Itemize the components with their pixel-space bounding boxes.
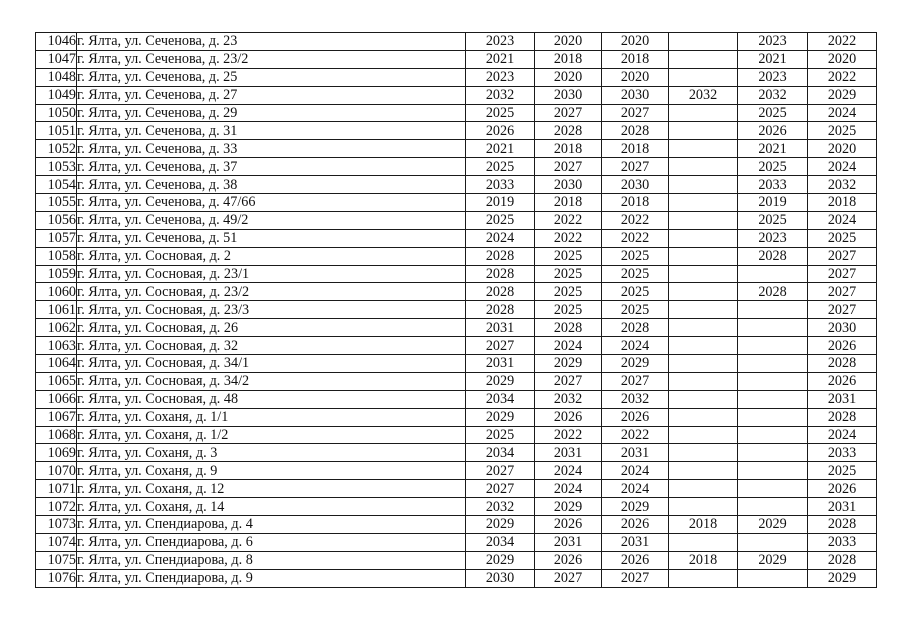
address-cell: г. Ялта, ул. Соханя, д. 1/1 <box>77 408 466 426</box>
year-cell-5: 2029 <box>738 516 808 534</box>
year-cell-3: 2024 <box>602 480 669 498</box>
year-cell-2: 2030 <box>535 176 602 194</box>
year-cell-6: 2031 <box>808 390 877 408</box>
year-cell-3: 2018 <box>602 194 669 212</box>
year-cell-1: 2025 <box>466 158 535 176</box>
year-cell-4 <box>669 265 738 283</box>
year-cell-6: 2032 <box>808 176 877 194</box>
table-row <box>36 265 877 283</box>
year-cell-3: 2026 <box>602 551 669 569</box>
table-row <box>36 444 877 462</box>
year-cell-3: 2026 <box>602 408 669 426</box>
year-cell-5: 2023 <box>738 33 808 51</box>
year-cell-4 <box>669 194 738 212</box>
row-number-cell: 1072 <box>36 498 77 516</box>
year-cell-5 <box>738 319 808 337</box>
address-cell: г. Ялта, ул. Сеченова, д. 47/66 <box>77 194 466 212</box>
row-number-cell: 1058 <box>36 247 77 265</box>
year-cell-3: 2028 <box>602 122 669 140</box>
year-cell-6: 2026 <box>808 480 877 498</box>
year-cell-5 <box>738 462 808 480</box>
year-cell-5: 2021 <box>738 140 808 158</box>
table-row <box>36 355 877 373</box>
year-cell-3: 2022 <box>602 211 669 229</box>
year-cell-4 <box>669 104 738 122</box>
row-number-cell: 1050 <box>36 104 77 122</box>
year-cell-6: 2024 <box>808 158 877 176</box>
year-cell-4 <box>669 533 738 551</box>
year-cell-3: 2026 <box>602 516 669 534</box>
year-cell-4 <box>669 498 738 516</box>
year-cell-1: 2034 <box>466 533 535 551</box>
year-cell-2: 2027 <box>535 372 602 390</box>
year-cell-5 <box>738 408 808 426</box>
year-cell-6: 2027 <box>808 265 877 283</box>
year-cell-2: 2027 <box>535 569 602 587</box>
year-cell-4 <box>669 247 738 265</box>
year-cell-1: 2032 <box>466 86 535 104</box>
address-cell: г. Ялта, ул. Сосновая, д. 26 <box>77 319 466 337</box>
year-cell-2: 2022 <box>535 211 602 229</box>
year-cell-6: 2025 <box>808 229 877 247</box>
year-cell-1: 2034 <box>466 390 535 408</box>
table-row <box>36 140 877 158</box>
year-cell-3: 2025 <box>602 247 669 265</box>
address-cell: г. Ялта, ул. Соханя, д. 14 <box>77 498 466 516</box>
row-number-cell: 1051 <box>36 122 77 140</box>
year-cell-2: 2027 <box>535 104 602 122</box>
table-row <box>36 158 877 176</box>
row-number-cell: 1063 <box>36 337 77 355</box>
year-cell-3: 2032 <box>602 390 669 408</box>
year-cell-6: 2024 <box>808 426 877 444</box>
year-cell-5: 2032 <box>738 86 808 104</box>
row-number-cell: 1053 <box>36 158 77 176</box>
table-row <box>36 176 877 194</box>
address-cell: г. Ялта, ул. Соханя, д. 3 <box>77 444 466 462</box>
row-number-cell: 1060 <box>36 283 77 301</box>
address-cell: г. Ялта, ул. Сосновая, д. 32 <box>77 337 466 355</box>
row-number-cell: 1057 <box>36 229 77 247</box>
row-number-cell: 1066 <box>36 390 77 408</box>
year-cell-2: 2020 <box>535 33 602 51</box>
year-cell-5 <box>738 444 808 462</box>
year-cell-4 <box>669 390 738 408</box>
address-cell: г. Ялта, ул. Сеченова, д. 31 <box>77 122 466 140</box>
year-cell-6: 2025 <box>808 122 877 140</box>
row-number-cell: 1065 <box>36 372 77 390</box>
year-cell-4 <box>669 176 738 194</box>
year-cell-6: 2028 <box>808 516 877 534</box>
address-cell: г. Ялта, ул. Сосновая, д. 34/2 <box>77 372 466 390</box>
table-body <box>36 33 877 588</box>
address-cell: г. Ялта, ул. Сеченова, д. 51 <box>77 229 466 247</box>
year-cell-2: 2025 <box>535 283 602 301</box>
year-cell-6: 2027 <box>808 301 877 319</box>
year-cell-6: 2027 <box>808 283 877 301</box>
year-cell-3: 2020 <box>602 33 669 51</box>
year-cell-2: 2031 <box>535 533 602 551</box>
year-cell-6: 2028 <box>808 355 877 373</box>
year-cell-5: 2029 <box>738 551 808 569</box>
year-cell-1: 2025 <box>466 104 535 122</box>
year-cell-3: 2025 <box>602 283 669 301</box>
year-cell-5: 2028 <box>738 283 808 301</box>
row-number-cell: 1064 <box>36 355 77 373</box>
table-row <box>36 408 877 426</box>
year-cell-6: 2020 <box>808 140 877 158</box>
year-cell-1: 2029 <box>466 408 535 426</box>
row-number-cell: 1054 <box>36 176 77 194</box>
table-row <box>36 498 877 516</box>
year-cell-4 <box>669 319 738 337</box>
row-number-cell: 1055 <box>36 194 77 212</box>
year-cell-1: 2027 <box>466 337 535 355</box>
address-cell: г. Ялта, ул. Соханя, д. 1/2 <box>77 426 466 444</box>
table-row <box>36 551 877 569</box>
row-number-cell: 1048 <box>36 68 77 86</box>
year-cell-6: 2027 <box>808 247 877 265</box>
row-number-cell: 1076 <box>36 569 77 587</box>
year-cell-2: 2028 <box>535 122 602 140</box>
year-cell-4 <box>669 480 738 498</box>
table-row <box>36 86 877 104</box>
year-cell-4 <box>669 50 738 68</box>
year-cell-2: 2029 <box>535 355 602 373</box>
year-cell-2: 2020 <box>535 68 602 86</box>
year-cell-5 <box>738 498 808 516</box>
address-cell: г. Ялта, ул. Спендиарова, д. 4 <box>77 516 466 534</box>
year-cell-1: 2029 <box>466 551 535 569</box>
address-cell: г. Ялта, ул. Сеченова, д. 23 <box>77 33 466 51</box>
year-cell-4 <box>669 408 738 426</box>
year-cell-6: 2026 <box>808 372 877 390</box>
year-cell-3: 2027 <box>602 158 669 176</box>
row-number-cell: 1061 <box>36 301 77 319</box>
address-cell: г. Ялта, ул. Сосновая, д. 23/2 <box>77 283 466 301</box>
row-number-cell: 1046 <box>36 33 77 51</box>
year-cell-5 <box>738 390 808 408</box>
table-row <box>36 229 877 247</box>
year-cell-3: 2022 <box>602 426 669 444</box>
year-cell-4: 2032 <box>669 86 738 104</box>
address-cell: г. Ялта, ул. Сеченова, д. 37 <box>77 158 466 176</box>
year-cell-1: 2025 <box>466 211 535 229</box>
year-cell-3: 2025 <box>602 265 669 283</box>
year-cell-3: 2030 <box>602 86 669 104</box>
row-number-cell: 1075 <box>36 551 77 569</box>
year-cell-3: 2029 <box>602 355 669 373</box>
year-cell-4: 2018 <box>669 551 738 569</box>
year-cell-5: 2025 <box>738 158 808 176</box>
year-cell-2: 2024 <box>535 480 602 498</box>
year-cell-4 <box>669 229 738 247</box>
housing-repair-schedule-table <box>35 32 877 588</box>
table-row <box>36 194 877 212</box>
year-cell-1: 2030 <box>466 569 535 587</box>
year-cell-5: 2033 <box>738 176 808 194</box>
year-cell-2: 2024 <box>535 462 602 480</box>
year-cell-5 <box>738 337 808 355</box>
table-row <box>36 426 877 444</box>
year-cell-2: 2026 <box>535 516 602 534</box>
year-cell-4 <box>669 211 738 229</box>
year-cell-2: 2022 <box>535 426 602 444</box>
table-row <box>36 301 877 319</box>
year-cell-4 <box>669 140 738 158</box>
year-cell-1: 2028 <box>466 247 535 265</box>
address-cell: г. Ялта, ул. Сеченова, д. 27 <box>77 86 466 104</box>
year-cell-2: 2018 <box>535 140 602 158</box>
year-cell-6: 2022 <box>808 68 877 86</box>
year-cell-5 <box>738 569 808 587</box>
address-cell: г. Ялта, ул. Сеченова, д. 29 <box>77 104 466 122</box>
year-cell-5: 2025 <box>738 211 808 229</box>
year-cell-4: 2018 <box>669 516 738 534</box>
year-cell-6: 2025 <box>808 462 877 480</box>
year-cell-4 <box>669 569 738 587</box>
year-cell-2: 2018 <box>535 50 602 68</box>
address-cell: г. Ялта, ул. Сеченова, д. 38 <box>77 176 466 194</box>
year-cell-1: 2027 <box>466 480 535 498</box>
year-cell-1: 2034 <box>466 444 535 462</box>
row-number-cell: 1068 <box>36 426 77 444</box>
address-cell: г. Ялта, ул. Сеченова, д. 33 <box>77 140 466 158</box>
year-cell-5: 2019 <box>738 194 808 212</box>
address-cell: г. Ялта, ул. Соханя, д. 9 <box>77 462 466 480</box>
year-cell-1: 2032 <box>466 498 535 516</box>
year-cell-3: 2027 <box>602 372 669 390</box>
table-row <box>36 319 877 337</box>
year-cell-3: 2029 <box>602 498 669 516</box>
year-cell-5 <box>738 372 808 390</box>
year-cell-3: 2024 <box>602 337 669 355</box>
year-cell-2: 2022 <box>535 229 602 247</box>
year-cell-3: 2027 <box>602 569 669 587</box>
year-cell-5 <box>738 426 808 444</box>
year-cell-3: 2024 <box>602 462 669 480</box>
year-cell-1: 2023 <box>466 33 535 51</box>
year-cell-1: 2026 <box>466 122 535 140</box>
year-cell-1: 2019 <box>466 194 535 212</box>
year-cell-3: 2030 <box>602 176 669 194</box>
address-cell: г. Ялта, ул. Сосновая, д. 2 <box>77 247 466 265</box>
year-cell-6: 2026 <box>808 337 877 355</box>
row-number-cell: 1073 <box>36 516 77 534</box>
year-cell-2: 2029 <box>535 498 602 516</box>
address-cell: г. Ялта, ул. Сосновая, д. 23/1 <box>77 265 466 283</box>
year-cell-5: 2028 <box>738 247 808 265</box>
year-cell-1: 2029 <box>466 516 535 534</box>
table-row <box>36 211 877 229</box>
table-row <box>36 122 877 140</box>
year-cell-3: 2025 <box>602 301 669 319</box>
address-cell: г. Ялта, ул. Соханя, д. 12 <box>77 480 466 498</box>
year-cell-5 <box>738 301 808 319</box>
year-cell-4 <box>669 68 738 86</box>
year-cell-5 <box>738 533 808 551</box>
year-cell-1: 2031 <box>466 355 535 373</box>
year-cell-4 <box>669 355 738 373</box>
year-cell-4 <box>669 158 738 176</box>
table-row <box>36 33 877 51</box>
year-cell-6: 2028 <box>808 408 877 426</box>
year-cell-1: 2029 <box>466 372 535 390</box>
year-cell-2: 2028 <box>535 319 602 337</box>
year-cell-6: 2033 <box>808 444 877 462</box>
year-cell-5 <box>738 265 808 283</box>
year-cell-5: 2021 <box>738 50 808 68</box>
year-cell-6: 2018 <box>808 194 877 212</box>
year-cell-1: 2028 <box>466 265 535 283</box>
year-cell-4 <box>669 426 738 444</box>
row-number-cell: 1052 <box>36 140 77 158</box>
year-cell-4 <box>669 337 738 355</box>
year-cell-1: 2021 <box>466 50 535 68</box>
year-cell-6: 2028 <box>808 551 877 569</box>
year-cell-3: 2022 <box>602 229 669 247</box>
year-cell-2: 2018 <box>535 194 602 212</box>
year-cell-1: 2024 <box>466 229 535 247</box>
table-row <box>36 390 877 408</box>
year-cell-3: 2028 <box>602 319 669 337</box>
table-row <box>36 516 877 534</box>
row-number-cell: 1070 <box>36 462 77 480</box>
year-cell-2: 2025 <box>535 265 602 283</box>
table-row <box>36 462 877 480</box>
year-cell-5 <box>738 480 808 498</box>
table-row <box>36 104 877 122</box>
year-cell-3: 2031 <box>602 533 669 551</box>
address-cell: г. Ялта, ул. Сеченова, д. 23/2 <box>77 50 466 68</box>
year-cell-2: 2030 <box>535 86 602 104</box>
address-cell: г. Ялта, ул. Сосновая, д. 34/1 <box>77 355 466 373</box>
year-cell-1: 2033 <box>466 176 535 194</box>
year-cell-3: 2018 <box>602 140 669 158</box>
year-cell-6: 2029 <box>808 86 877 104</box>
year-cell-4 <box>669 462 738 480</box>
row-number-cell: 1074 <box>36 533 77 551</box>
row-number-cell: 1062 <box>36 319 77 337</box>
year-cell-2: 2024 <box>535 337 602 355</box>
address-cell: г. Ялта, ул. Спендиарова, д. 6 <box>77 533 466 551</box>
year-cell-6: 2022 <box>808 33 877 51</box>
year-cell-4 <box>669 122 738 140</box>
year-cell-4 <box>669 444 738 462</box>
table-row <box>36 247 877 265</box>
year-cell-5: 2025 <box>738 104 808 122</box>
year-cell-3: 2027 <box>602 104 669 122</box>
year-cell-1: 2031 <box>466 319 535 337</box>
address-cell: г. Ялта, ул. Спендиарова, д. 9 <box>77 569 466 587</box>
year-cell-2: 2027 <box>535 158 602 176</box>
table-row <box>36 68 877 86</box>
year-cell-6: 2020 <box>808 50 877 68</box>
year-cell-4 <box>669 283 738 301</box>
year-cell-1: 2023 <box>466 68 535 86</box>
year-cell-6: 2033 <box>808 533 877 551</box>
table-row <box>36 533 877 551</box>
year-cell-2: 2026 <box>535 551 602 569</box>
address-cell: г. Ялта, ул. Спендиарова, д. 8 <box>77 551 466 569</box>
year-cell-6: 2024 <box>808 211 877 229</box>
year-cell-4 <box>669 33 738 51</box>
year-cell-1: 2027 <box>466 462 535 480</box>
year-cell-1: 2028 <box>466 283 535 301</box>
year-cell-6: 2024 <box>808 104 877 122</box>
row-number-cell: 1069 <box>36 444 77 462</box>
year-cell-2: 2031 <box>535 444 602 462</box>
year-cell-4 <box>669 372 738 390</box>
table-row <box>36 50 877 68</box>
year-cell-2: 2032 <box>535 390 602 408</box>
table-row <box>36 569 877 587</box>
year-cell-3: 2018 <box>602 50 669 68</box>
row-number-cell: 1056 <box>36 211 77 229</box>
year-cell-6: 2029 <box>808 569 877 587</box>
row-number-cell: 1071 <box>36 480 77 498</box>
table-row <box>36 480 877 498</box>
year-cell-4 <box>669 301 738 319</box>
year-cell-2: 2025 <box>535 247 602 265</box>
row-number-cell: 1067 <box>36 408 77 426</box>
year-cell-1: 2025 <box>466 426 535 444</box>
row-number-cell: 1059 <box>36 265 77 283</box>
address-cell: г. Ялта, ул. Сосновая, д. 48 <box>77 390 466 408</box>
address-cell: г. Ялта, ул. Сеченова, д. 49/2 <box>77 211 466 229</box>
table-row <box>36 372 877 390</box>
year-cell-5: 2026 <box>738 122 808 140</box>
year-cell-1: 2021 <box>466 140 535 158</box>
year-cell-5 <box>738 355 808 373</box>
row-number-cell: 1047 <box>36 50 77 68</box>
year-cell-6: 2030 <box>808 319 877 337</box>
row-number-cell: 1049 <box>36 86 77 104</box>
year-cell-3: 2020 <box>602 68 669 86</box>
year-cell-2: 2025 <box>535 301 602 319</box>
year-cell-2: 2026 <box>535 408 602 426</box>
year-cell-3: 2031 <box>602 444 669 462</box>
table-row <box>36 337 877 355</box>
year-cell-1: 2028 <box>466 301 535 319</box>
table-row <box>36 283 877 301</box>
address-cell: г. Ялта, ул. Сеченова, д. 25 <box>77 68 466 86</box>
year-cell-5: 2023 <box>738 68 808 86</box>
address-cell: г. Ялта, ул. Сосновая, д. 23/3 <box>77 301 466 319</box>
year-cell-5: 2023 <box>738 229 808 247</box>
year-cell-6: 2031 <box>808 498 877 516</box>
